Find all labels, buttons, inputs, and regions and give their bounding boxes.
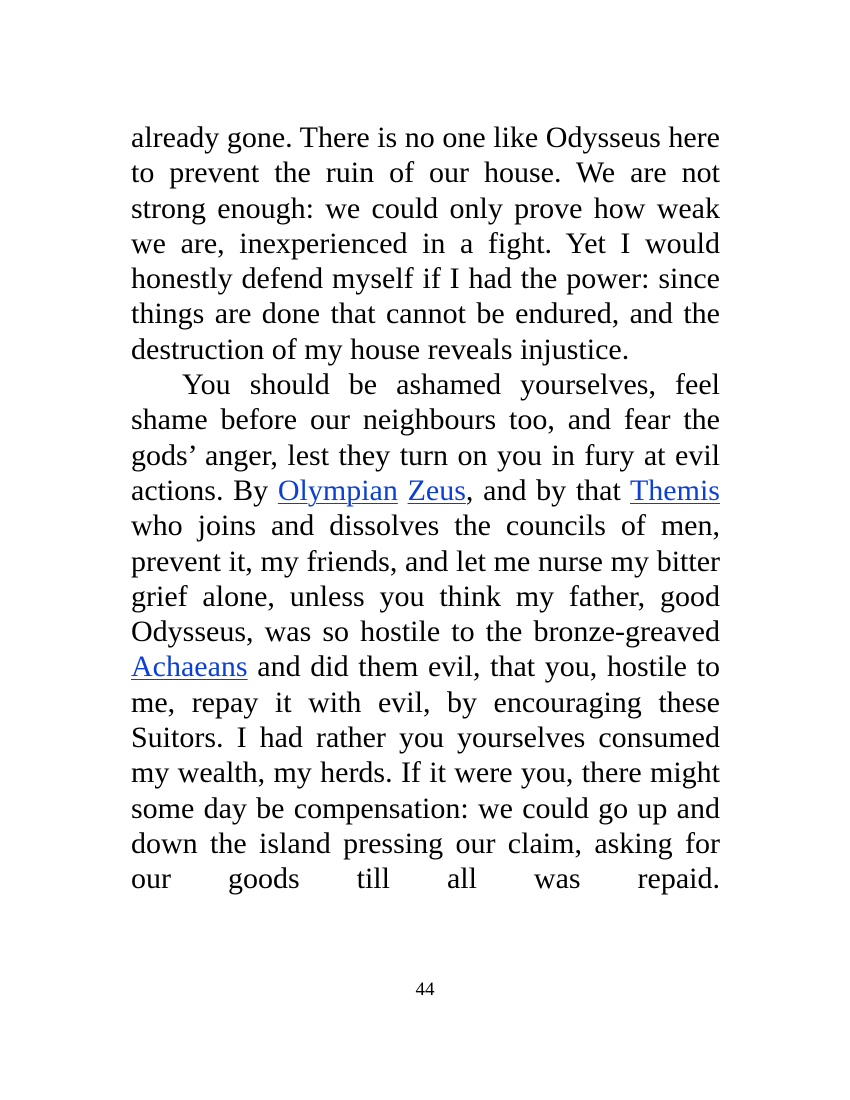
- link-olympian[interactable]: Olympian: [277, 473, 398, 507]
- link-zeus[interactable]: Zeus: [407, 473, 466, 507]
- paragraph: [131, 367, 720, 896]
- paragraph-text: and did them evil, that you, hostile to me, repay it with evil, by encouraging these Suitors. I had rather you yourselves consumed my wealth, my herds. If it were you, there might some day be compensation: we could go up and down the island pressing our claim, asking for our goods till all was repaid.: [131, 650, 720, 896]
- paragraph-text: who joins and dissolves the councils of men, prevent it, my friends, and let me nurse my bitter grief alone, unless you think my father, good Odysseus, was so hostile to the bronze-greaved: [131, 509, 720, 649]
- paragraph-text: [398, 474, 408, 507]
- paragraph-text: You should be ashamed yourselves, feel shame before our neighbours too, and fear the gods’ anger, lest they turn on you in fury at evil actions. By: [131, 368, 720, 507]
- page-number: 44: [415, 979, 435, 1000]
- paragraph-continued: already gone. There is no one like Odysseus here to prevent the ruin of our house. We are not strong enough: we could only prove how weak we are, inexperienced in a fight. Yet I would honestly defend myself if I had the power: since things are done that cannot be endured, and the destruction of my house reveals injustice.: [131, 121, 720, 366]
- body-text: [131, 120, 720, 897]
- link-achaeans[interactable]: Achaeans: [131, 650, 248, 684]
- paragraph-text: , and by that: [465, 473, 630, 507]
- link-themis[interactable]: Themis: [629, 473, 720, 507]
